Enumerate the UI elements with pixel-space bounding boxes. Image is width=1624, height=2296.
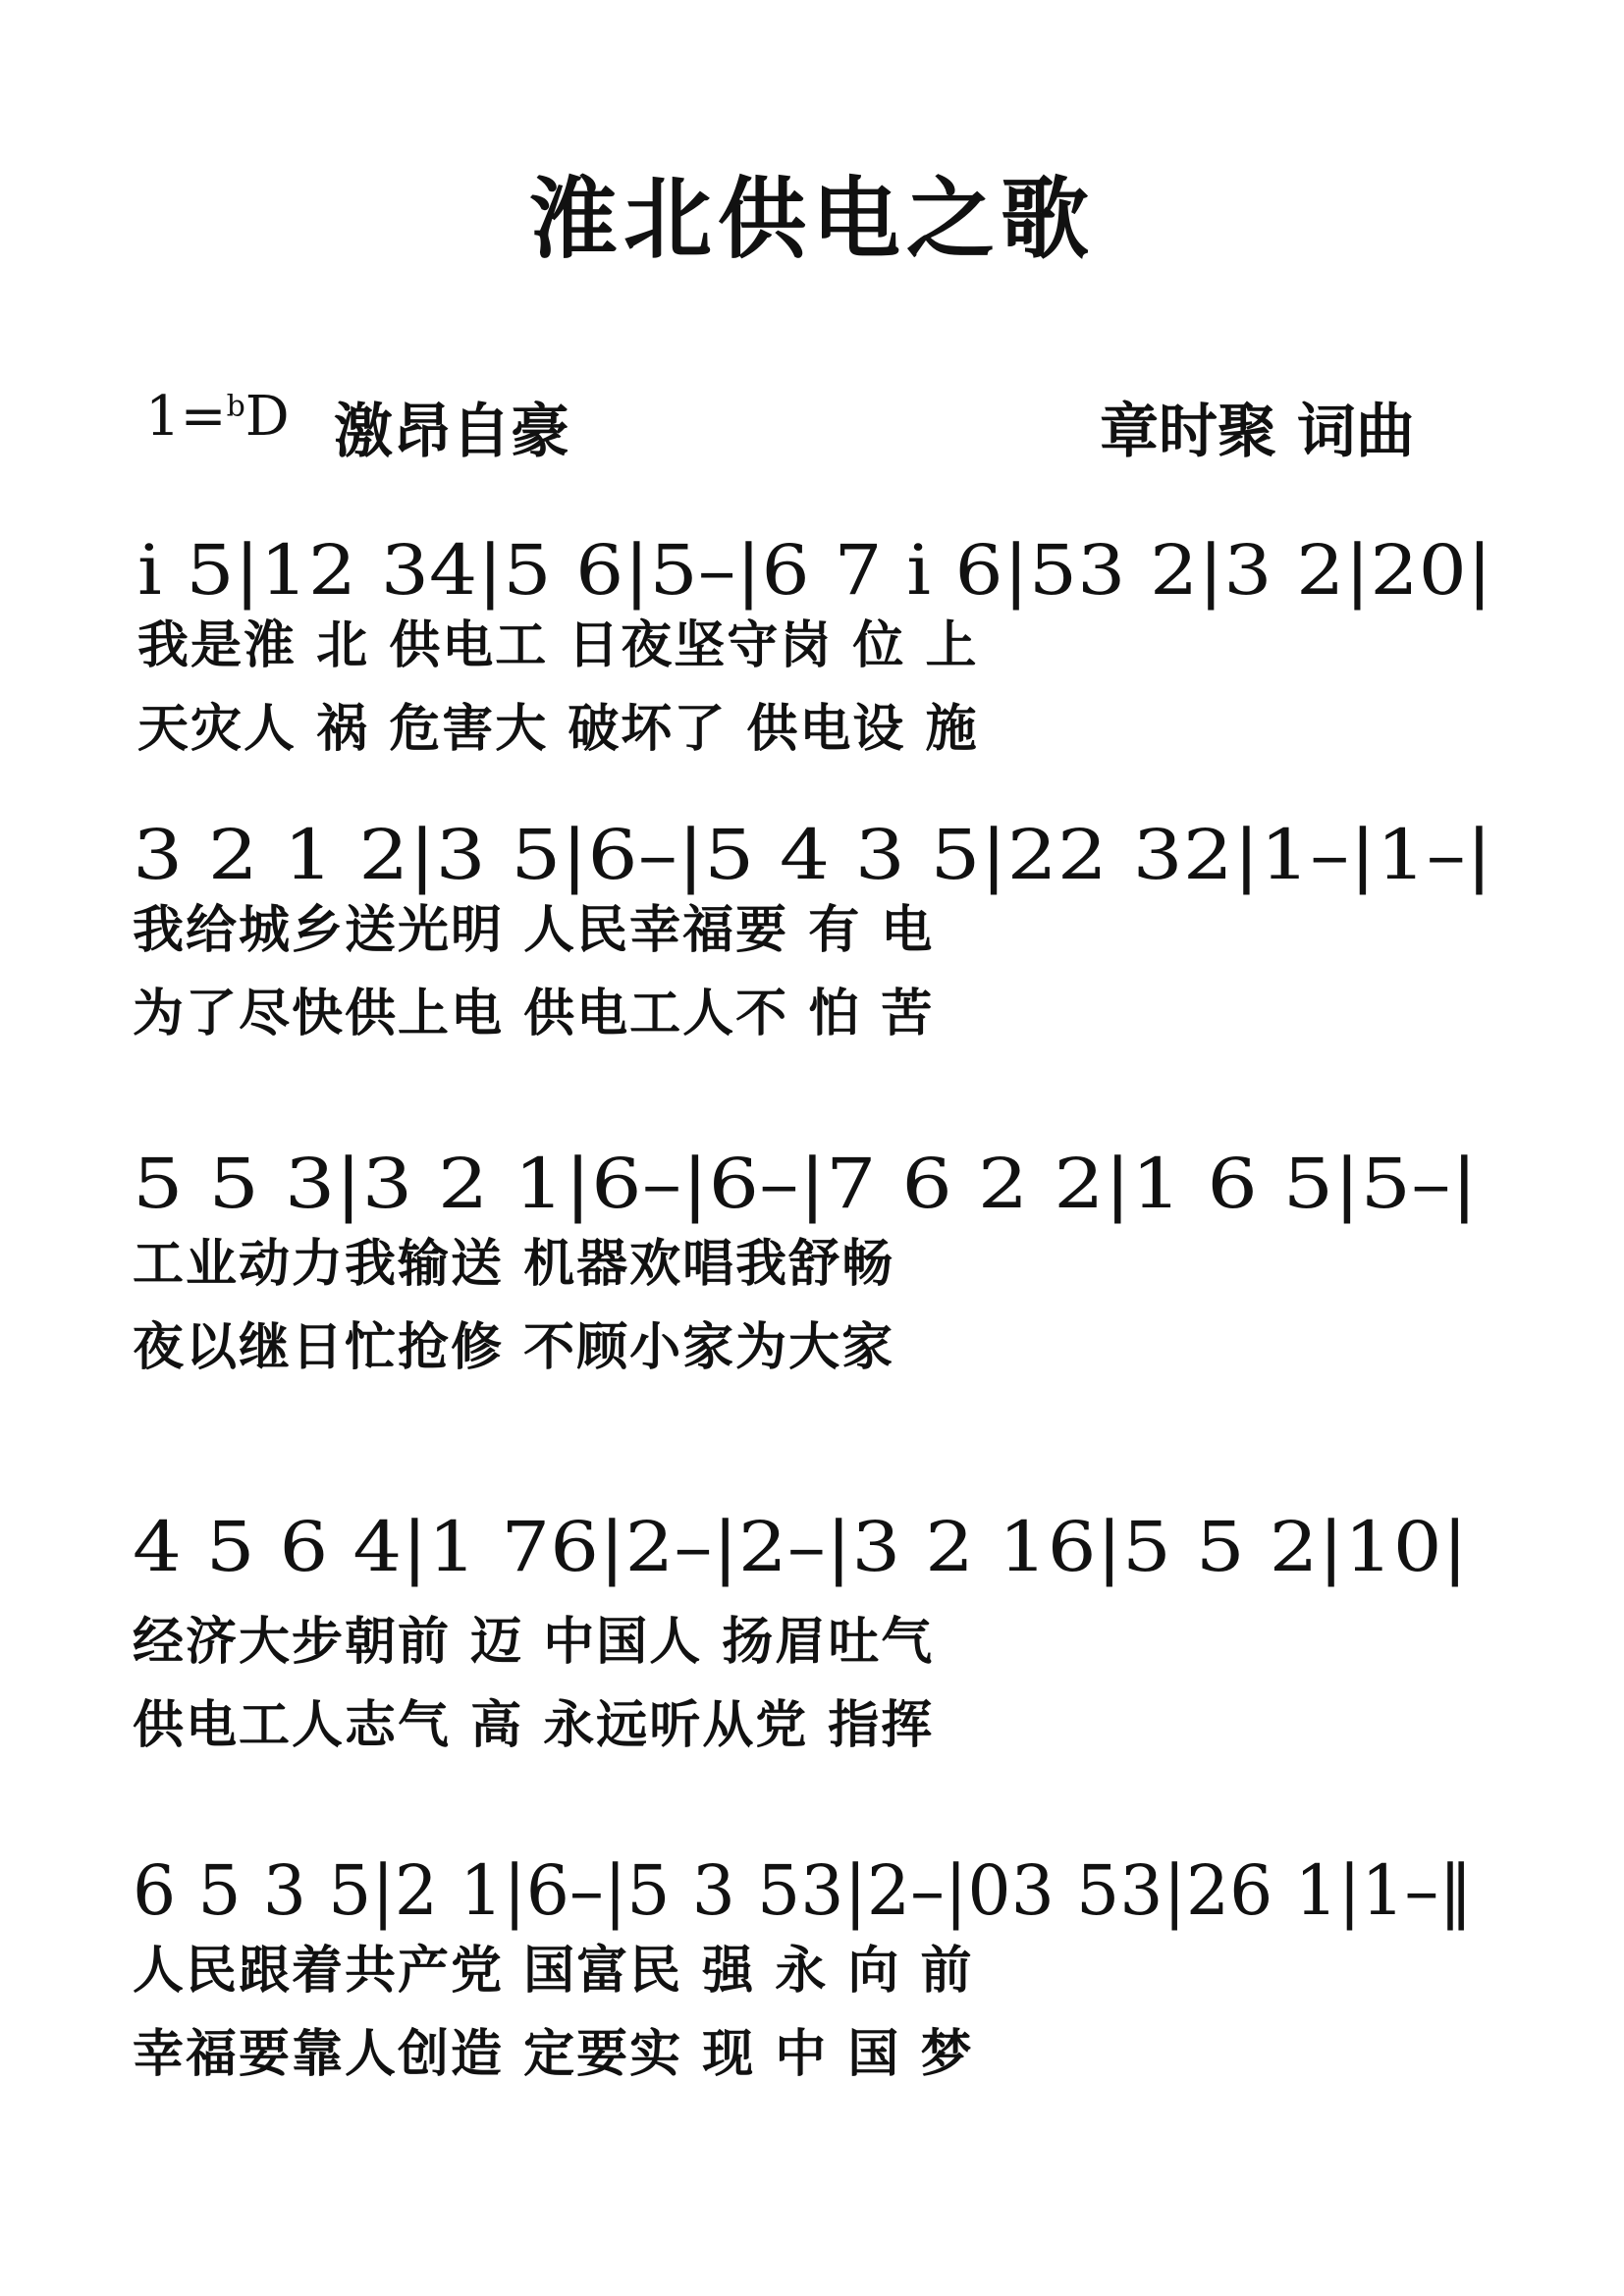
lyric-line-2-verse-1: 我给城乡送光明 人民幸福要 有 电 bbox=[133, 901, 935, 960]
key-prefix: 1= bbox=[145, 385, 227, 449]
music-system-5 bbox=[0, 1811, 1624, 2135]
music-system-4 bbox=[0, 1468, 1624, 1791]
key-flat-sign: b bbox=[226, 389, 245, 424]
music-system-1 bbox=[0, 491, 1624, 815]
lyric-line-1-verse-2: 天灾人 祸 危害大 破坏了 供电设 施 bbox=[137, 700, 979, 759]
lyric-line-4-verse-1: 经济大步朝前 迈 中国人 扬眉吐气 bbox=[133, 1613, 935, 1672]
key-signature bbox=[145, 385, 290, 449]
lyric-line-3-verse-1: 工业动力我输送 机器欢唱我舒畅 bbox=[133, 1235, 895, 1294]
notation-text-5: 6 5 3 5|2 1|6–|5 3 53|2–|03 53|26 1|1–‖ bbox=[133, 1850, 1473, 1931]
notation-text-2: 3 2 1 2|3 5|6–|5 4 3 5|22 32|1–|1–| bbox=[133, 815, 1492, 895]
lyric-line-1-verse-1: 我是淮 北 供电工 日夜坚守岗 位 上 bbox=[137, 616, 979, 675]
notation-text-1: i 5|12 34|5 6|5–|6 7 i 6|53 2|3 2|20| bbox=[137, 530, 1492, 611]
notation-line-4 bbox=[0, 1468, 1624, 1615]
music-system-3 bbox=[0, 1104, 1624, 1428]
music-system-2 bbox=[0, 775, 1624, 1099]
notation-text-3: 5 5 3|3 2 1|6–|6–|7 6 2 2|1 6 5|5–| bbox=[133, 1144, 1478, 1224]
lyric-line-5-verse-1: 人民跟着共产党 国富民 强 永 向 前 bbox=[133, 1942, 974, 2001]
tempo-marking: 激昂自豪 bbox=[334, 398, 569, 466]
lyric-line-3-verse-2: 夜以继日忙抢修 不顾小家为大家 bbox=[133, 1318, 895, 1377]
lyric-line-2-verse-2: 为了尽快供上电 供电工人不 怕 苦 bbox=[133, 985, 935, 1043]
key-note: D bbox=[244, 385, 290, 449]
lyric-line-5-verse-2: 幸福要靠人创造 定要实 现 中 国 梦 bbox=[133, 2025, 974, 2084]
lyric-line-4-verse-2: 供电工人志气 高 永远听从党 指挥 bbox=[133, 1696, 935, 1755]
notation-text-4: 4 5 6 4|1 76|2–|2–|3 2 16|5 5 2|10| bbox=[133, 1507, 1468, 1587]
credit: 章时聚 词曲 bbox=[1100, 398, 1415, 466]
song-title: 淮北供电之歌 bbox=[529, 167, 1095, 271]
